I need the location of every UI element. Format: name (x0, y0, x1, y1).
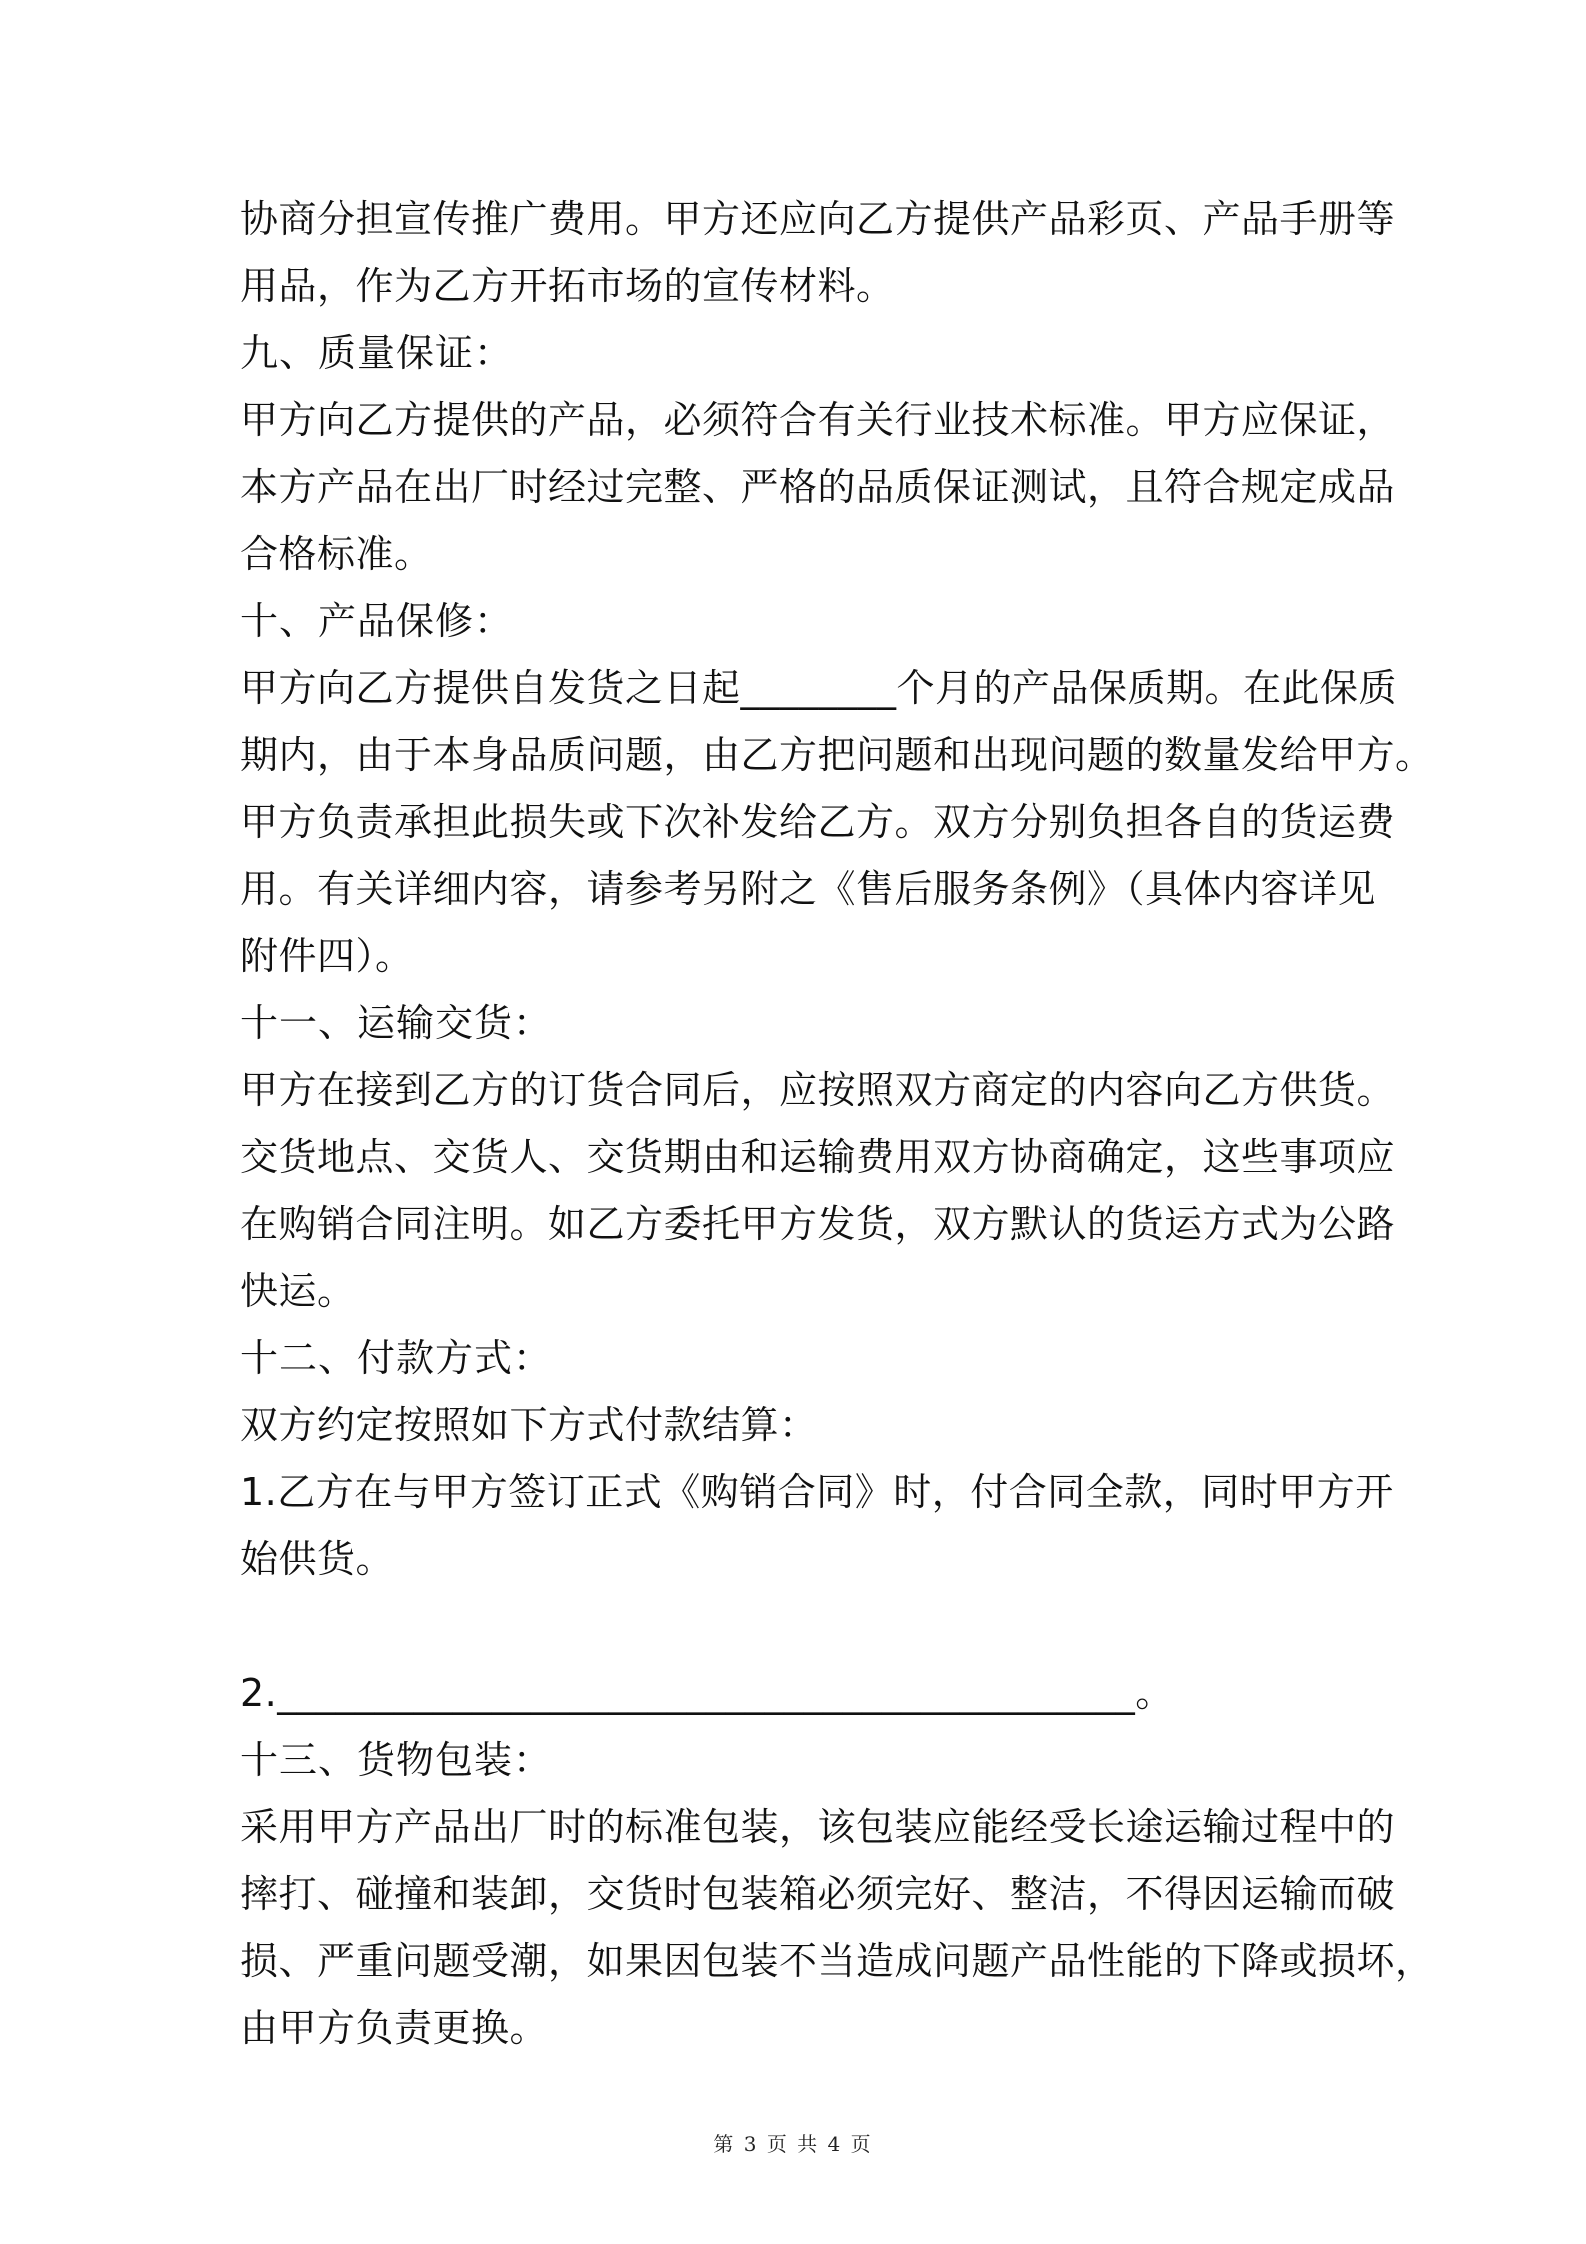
section-heading-warranty: 十、产品保修： (240, 599, 514, 643)
body-line: 用。有关详细内容，请参考另附之《售后服务条例》（具体内容详见 (240, 867, 1377, 911)
body-line: 快运。 (240, 1269, 356, 1313)
body-line: 损、严重问题受潮，如果因包装不当造成问题产品性能的下降或损坏， (240, 1939, 1434, 1983)
body-line: 期内，由于本身品质问题，由乙方把问题和出现问题的数量发给甲方。 (240, 733, 1434, 777)
section-heading-packaging: 十三、货物包装： (240, 1738, 553, 1782)
body-line: 1.乙方在与甲方签订正式《购销合同》时，付合同全款，同时甲方开 (240, 1470, 1394, 1514)
body-line: 采用甲方产品出厂时的标准包装，该包装应能经受长途运输过程中的 (240, 1805, 1396, 1849)
body-line: 始供货。 (240, 1537, 395, 1581)
page-number-footer: 第 3 页 共 4 页 (713, 2132, 873, 2156)
document-body (240, 186, 1434, 2062)
blank-line (240, 1593, 1360, 1660)
body-line: 甲方向乙方提供的产品，必须符合有关行业技术标准。甲方应保证， (240, 398, 1396, 442)
body-line: 双方约定按照如下方式付款结算： (240, 1403, 818, 1447)
body-line: 用品，作为乙方开拓市场的宣传材料。 (240, 264, 895, 308)
body-line: 由甲方负责更换。 (240, 2006, 549, 2050)
body-line: 甲方负责承担此损失或下次补发给乙方。双方分别负担各自的货运费 (240, 800, 1396, 844)
body-line-blank-field: 2.____________________________________________。 (240, 1671, 1174, 1715)
body-line: 摔打、碰撞和装卸，交货时包装箱必须完好、整洁，不得因运输而破 (240, 1872, 1396, 1916)
body-line: 合格标准。 (240, 532, 433, 576)
section-heading-payment: 十二、付款方式： (240, 1336, 553, 1380)
body-line: 本方产品在出厂时经过完整、严格的品质保证测试，且符合规定成品 (240, 465, 1396, 509)
body-line: 附件四）。 (240, 934, 414, 978)
body-line: 甲方在接到乙方的订货合同后，应按照双方商定的内容向乙方供货。 (240, 1068, 1396, 1112)
section-heading-delivery: 十一、运输交货： (240, 1001, 553, 1045)
body-line: 交货地点、交货人、交货期由和运输费用双方协商确定，这些事项应 (240, 1135, 1396, 1179)
body-line: 在购销合同注明。如乙方委托甲方发货，双方默认的货运方式为公路 (240, 1202, 1396, 1246)
body-line: 甲方向乙方提供自发货之日起________个月的产品保质期。在此保质 (240, 666, 1398, 710)
section-heading-quality: 九、质量保证： (240, 331, 514, 375)
body-line: 协商分担宣传推广费用。甲方还应向乙方提供产品彩页、产品手册等 (240, 197, 1396, 241)
